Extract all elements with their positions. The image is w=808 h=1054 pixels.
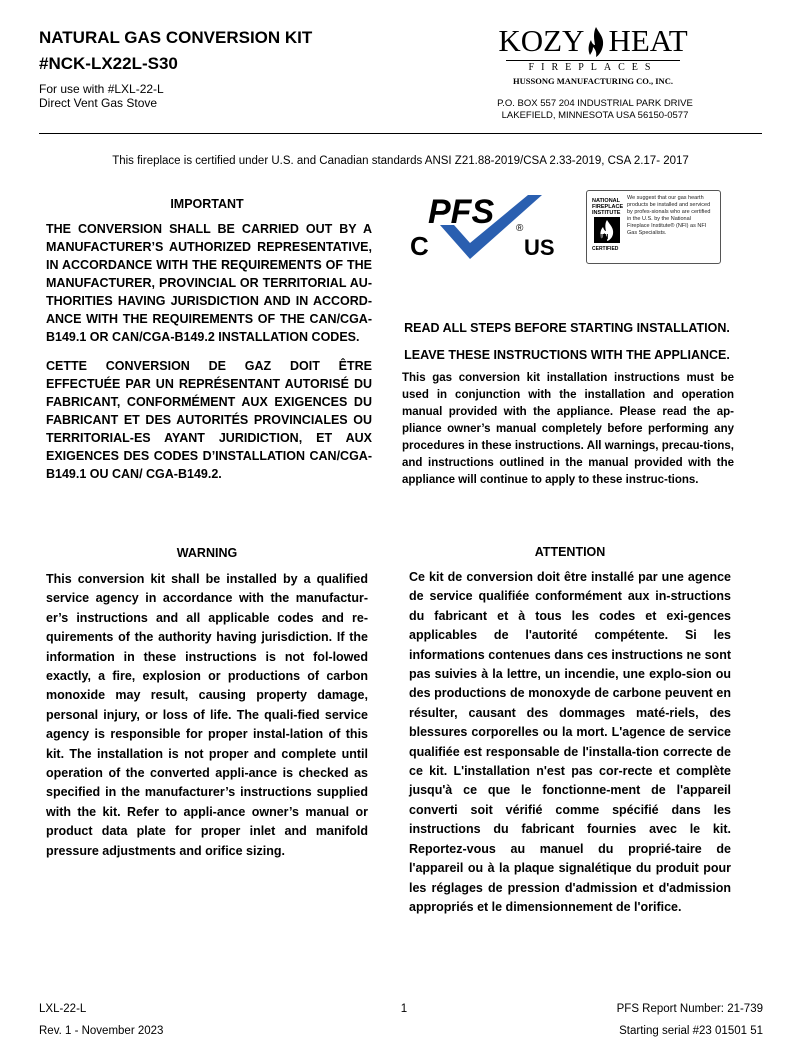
header-divider xyxy=(39,133,762,134)
important-heading: IMPORTANT xyxy=(170,197,244,211)
address-line-1: P.O. BOX 557 204 INDUSTRIAL PARK DRIVE xyxy=(497,98,693,109)
kit-model-number: #NCK-LX22L-S30 xyxy=(39,54,178,73)
flame-icon xyxy=(586,26,606,58)
read-all-steps-notice: READ ALL STEPS BEFORE STARTING INSTALLATION. xyxy=(404,321,730,335)
pfs-certification-logo xyxy=(410,187,560,262)
nfi-badge-icon xyxy=(591,195,623,257)
footer-model: LXL-22-L xyxy=(39,1003,87,1015)
important-english-text: THE CONVERSION SHALL BE CARRIED OUT BY A MANUFACTURER’S AUTHORIZED REPRESENTATIVE, IN ACCORDANCE WITH THE REQUIREMENTS OF THE MANUFACTURER, PROVINCIAL OR TERRITORIAL AU-THORITIES HAVING JURISDICTION AND IN ACCORD-ANCE WITH THE REQUIREMENTS OF THE CAN/CGA-B149.1 OR CAN/CGA-B149.2 INSTALLATION CODES. xyxy=(46,222,372,344)
attention-heading: ATTENTION xyxy=(534,545,606,559)
nfi-badge-mark: NFI xyxy=(597,234,609,241)
nfi-badge-line-2: FIREPLACE xyxy=(592,204,623,210)
nfi-recommendation-text: We suggest that our gas hearth products be installed and serviced by profes-sionals who are certified in the U.S. by the National Fireplace Institute® (NFI) as NFI Gas Specialists. xyxy=(627,195,711,236)
pfs-canada-mark: C xyxy=(410,231,429,261)
logo-text-right: HEAT xyxy=(608,23,688,58)
important-french-text: CETTE CONVERSION DE GAZ DOIT ÊTRE EFFECTUÉE PAR UN REPRÉSENTANT AUTORISÉ DU FABRICANT, CONFORMÉMENT AUX EXIGENCES DU FABRICANT ET DES AUTORITÉS PROVINCIALES OU TERRITORIAL-ES AYANT JURIDICTION, ET AUX EXIGENCES DES CODES D’INSTALLATION CAN/CGA-B149.1 OU CAN/ CGA-B149.2. xyxy=(46,359,372,481)
page-number: 1 xyxy=(400,1003,408,1015)
instructions-body: This gas conversion kit installation instructions must be used in conjunction with the installation and operation manual provided with the appliance. Please read the ap-pliance owner’s manual completely before performing any procedures in these instructions. All warnings, precau-tions, and instructions outlined in the manual provided with the appliance will continue to apply to these instruc-tions. xyxy=(402,372,734,486)
nfi-certification-box xyxy=(586,190,721,264)
document-title: NATURAL GAS CONVERSION KIT xyxy=(39,28,313,47)
nfi-badge-line-1: NATIONAL xyxy=(592,198,621,204)
starting-serial: Starting serial #23 01501 51 xyxy=(619,1025,763,1037)
kozy-heat-logo xyxy=(484,24,702,87)
address-line-2: LAKEFIELD, MINNESOTA USA 56150-0577 xyxy=(501,110,689,121)
nfi-badge-certified: CERTIFIED xyxy=(592,246,619,252)
leave-instructions-notice: LEAVE THESE INSTRUCTIONS WITH THE APPLIANCE. xyxy=(404,348,730,362)
pfs-us-mark: US xyxy=(524,235,555,260)
pfs-report-number: PFS Report Number: 21-739 xyxy=(616,1003,763,1015)
footer-revision: Rev. 1 - November 2023 xyxy=(39,1025,164,1037)
warning-heading: WARNING xyxy=(176,546,238,560)
company-name: HUSSONG MANUFACTURING CO., INC. xyxy=(513,76,673,86)
product-type: Direct Vent Gas Stove xyxy=(39,96,158,110)
pfs-brand-text: PFS xyxy=(428,193,495,231)
certification-statement: This fireplace is certified under U.S. and Canadian standards ANSI Z21.88-2019/CSA 2.33-2019, CSA 2.17- 2017 xyxy=(112,155,689,167)
warning-body: This conversion kit shall be installed by a qualified service agency in accordance with the manufactur-er’s instructions and all applicable codes and re-quirements of the authority having jurisdiction. If the information in these instructions is not fol-lowed exactly, a fire, explosion or productions of carbon monoxide may result, causing property damage, personal injury, or loss of life. The quali-fied service agency is responsible for proper instal-lation of this kit. The installation is not proper and complete until operation of the converted appli-ance is checked as specified in the manufacturer’s instructions supplied with the kit. Refer to appli-ance owner’s manual or product data plate for proper inlet and manifold pressure adjustments and orifice sizing. xyxy=(46,572,368,858)
for-use-with: For use with #LXL-22-L xyxy=(39,82,164,96)
nfi-badge-line-3: INSTITUTE xyxy=(592,210,621,216)
logo-subtitle: FIREPLACES xyxy=(506,60,680,74)
logo-text-left: KOZY xyxy=(498,23,585,58)
company-address xyxy=(470,98,720,122)
attention-body: Ce kit de conversion doit être installé par une agence de service qualifiée conformément aux in-structions du fabricant et à tous les codes et exi-gences applicables de l'autorité compétente. Si les informations contenues dans ces instructions ne sont pas suivies à la lettre, un incendie, une explo-sion ou des productions de monoxyde de carbone peuvent en résulter, causant des dommages maté-riels, des blessures corporelles ou la mort. L'agence de service qualifiée est responsable de l'installa-tion correcte de ce kit. L'installation n'est pas cor-recte et complète jusqu'à ce que le fonctionne-ment de l'appareil converti soit vérifié comme spécifié dans les instructions du fabricant fournies avec le kit. Reportez-vous au manuel du proprié-taire de l'appareil ou à la plaque signalétique du produit pour les réglages de pression d'admission et d'admission appropriés et le dimensionnement de l'orifice. xyxy=(409,570,731,914)
registered-mark: ® xyxy=(516,223,524,234)
